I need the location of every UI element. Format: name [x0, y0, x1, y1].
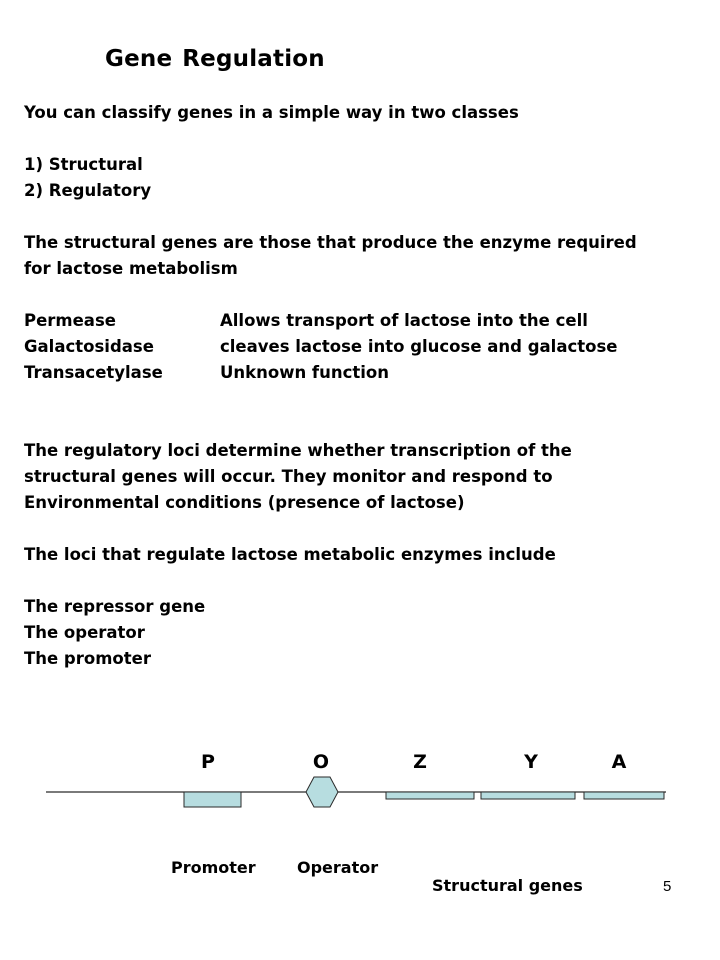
letter-z: Z	[413, 751, 427, 773]
locus-promoter: The promoter	[24, 649, 151, 668]
operator-hexagon	[306, 777, 338, 807]
loci-intro: The loci that regulate lactose metabolic enzymes include	[24, 545, 556, 564]
letter-y: Y	[524, 751, 538, 773]
letter-o: O	[312, 751, 330, 773]
promoter-label: Promoter	[171, 858, 256, 877]
gene-a-box	[584, 792, 664, 799]
regulatory-text-line-2: structural genes will occur. They monitor and respond to	[24, 467, 553, 486]
enzyme-name: Galactosidase	[24, 337, 154, 356]
structural-genes-label: Structural genes	[432, 876, 583, 895]
locus-operator: The operator	[24, 623, 145, 642]
letter-p: P	[201, 751, 215, 773]
enzyme-name: Transacetylase	[24, 363, 163, 382]
class-item-regulatory: 2) Regulatory	[24, 181, 152, 200]
letter-a: A	[611, 751, 627, 773]
locus-repressor: The repressor gene	[24, 597, 206, 616]
enzyme-name: Permease	[24, 311, 116, 330]
intro-line: You can classify genes in a simple way in two classes	[24, 103, 519, 122]
operator-label: Operator	[297, 858, 379, 877]
regulatory-text-line-3: Environmental conditions (presence of lactose)	[24, 493, 465, 512]
enzyme-function: Allows transport of lactose into the cell	[220, 311, 588, 330]
gene-z-box	[386, 792, 474, 799]
gene-y-box	[481, 792, 575, 799]
structural-text-line-1: The structural genes are those that produce the enzyme required	[24, 233, 637, 252]
page-number: 5	[663, 878, 672, 895]
regulatory-text-line-1: The regulatory loci determine whether transcription of the	[24, 441, 572, 460]
enzyme-function: cleaves lactose into glucose and galactose	[220, 337, 618, 356]
enzyme-function: Unknown function	[220, 363, 390, 382]
title-word-gene: Gene	[105, 46, 173, 72]
promoter-box	[184, 792, 241, 807]
class-item-structural: 1) Structural	[24, 155, 143, 174]
structural-text-line-2: for lactose metabolism	[24, 259, 238, 278]
title-word-regulation: Regulation	[182, 46, 325, 72]
